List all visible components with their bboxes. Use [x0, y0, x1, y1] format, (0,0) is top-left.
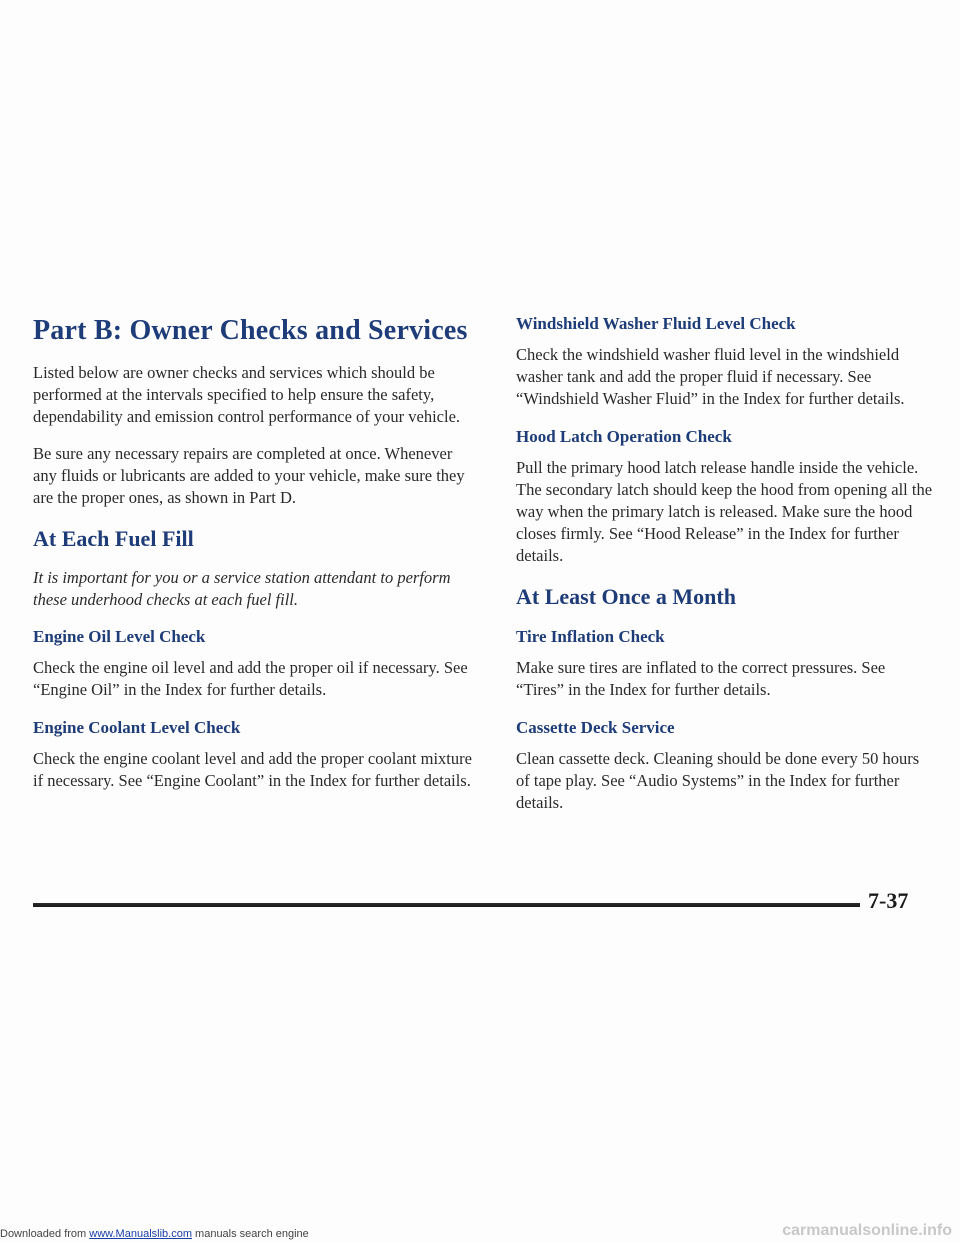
monthly-heading: At Least Once a Month: [516, 584, 736, 609]
download-bar: [0, 1228, 309, 1240]
page-number: 7-37: [868, 888, 909, 913]
hood-latch-heading: Hood Latch Operation Check: [516, 427, 732, 446]
cassette-deck-text: Clean cassette deck. Cleaning should be done every 50 hours of tape play. See “Audio Systems” in the Index for further details.: [516, 749, 920, 812]
right-column: [516, 312, 936, 829]
engine-oil-heading: Engine Oil Level Check: [33, 627, 206, 646]
fuel-fill-heading: At Each Fuel Fill: [33, 526, 194, 551]
tire-inflation-text: Make sure tires are inflated to the correct pressures. See “Tires” in the Index for further details.: [516, 658, 886, 699]
hood-latch-text: Pull the primary hood latch release handle inside the vehicle. The secondary latch should keep the hood from opening all the way when the primary latch is released. Make sure the hood closes firmly. See “Hood Release” in the Index for further details.: [516, 458, 933, 565]
intro-paragraph-2: Be sure any necessary repairs are completed at once. Whenever any fluids or lubricants are added to your vehicle, make sure they are the proper ones, as shown in Part D.: [33, 444, 465, 507]
watermark: carmanualsonline.info: [782, 1222, 952, 1239]
engine-coolant-text: Check the engine coolant level and add the proper coolant mixture if necessary. See “Engine Coolant” in the Index for further details.: [33, 749, 472, 790]
intro-paragraph-1: Listed below are owner checks and services which should be performed at the intervals specified to help ensure the safety, dependability and emission control performance of your vehicle.: [33, 363, 461, 426]
washer-fluid-heading: Windshield Washer Fluid Level Check: [516, 314, 796, 333]
engine-oil-text: Check the engine oil level and add the proper oil if necessary. See “Engine Oil” in the Index for further details.: [33, 658, 468, 699]
download-prefix: Downloaded from: [0, 1228, 90, 1240]
washer-fluid-text: Check the windshield washer fluid level in the windshield washer tank and add the proper fluid if necessary. See “Windshield Washer Fluid” in the Index for further details.: [516, 345, 905, 408]
tire-inflation-heading: Tire Inflation Check: [516, 627, 665, 646]
left-column: [33, 312, 478, 807]
manualslib-link[interactable]: www.Manualslib.com: [89, 1228, 192, 1240]
engine-coolant-heading: Engine Coolant Level Check: [33, 718, 241, 737]
fuel-fill-note: It is important for you or a service station attendant to perform these underhood checks at each fuel fill.: [33, 568, 451, 609]
page-title: Part B: Owner Checks and Services: [33, 315, 468, 346]
cassette-deck-heading: Cassette Deck Service: [516, 718, 675, 737]
footer-rule: [33, 903, 860, 907]
download-suffix: manuals search engine: [191, 1228, 309, 1240]
